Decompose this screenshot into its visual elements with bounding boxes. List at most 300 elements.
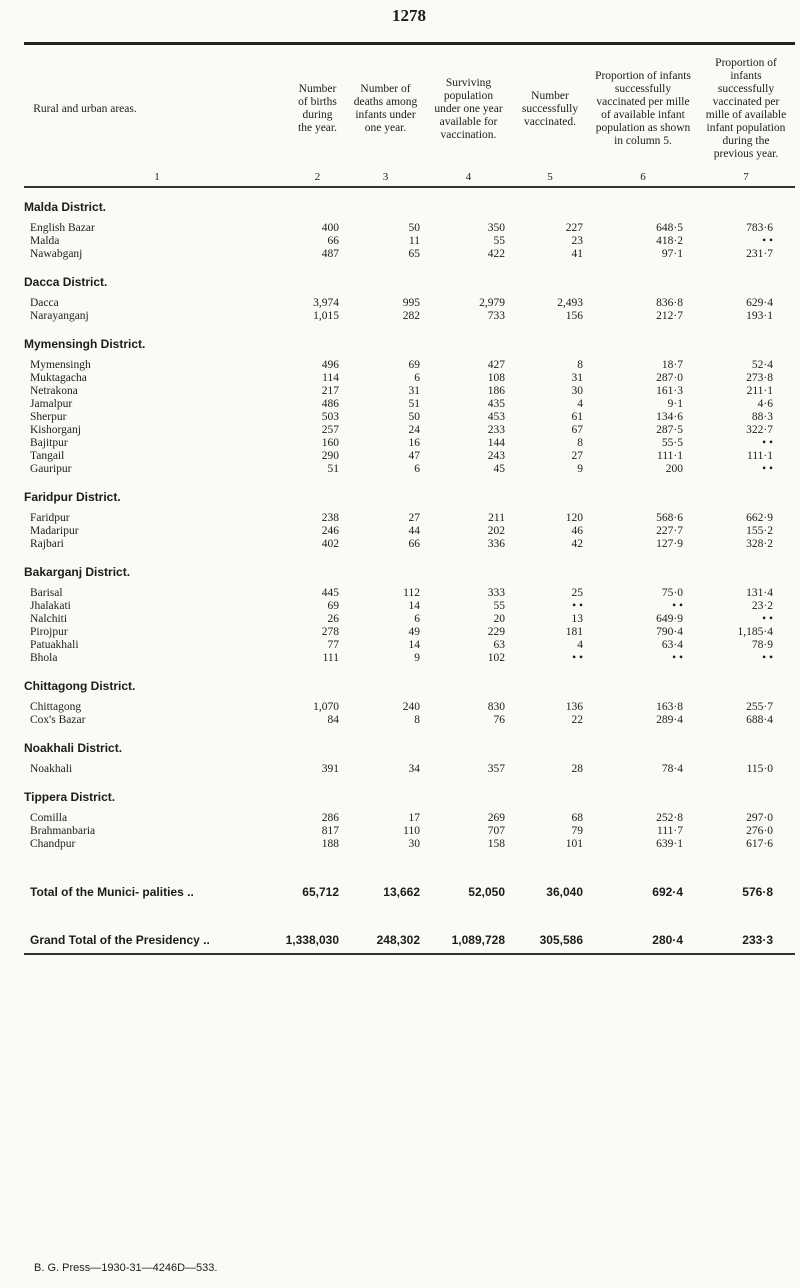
area-label: Jamalpur	[30, 398, 73, 410]
table-cell: 34	[408, 763, 420, 775]
area-label: Rajbari	[30, 538, 64, 550]
table-cell: 88·3	[751, 411, 773, 423]
area-label: Muktagacha	[30, 372, 87, 384]
table-cell: 136	[565, 701, 583, 713]
table-cell: 688·4	[746, 714, 773, 726]
area-label: Dacca	[30, 297, 59, 309]
table-cell: 186	[487, 385, 505, 397]
district-heading: Mymensingh District.	[24, 337, 146, 351]
table-cell: 418·2	[656, 235, 683, 247]
table-cell: 23·2	[751, 600, 773, 612]
table-cell: 110	[403, 825, 420, 837]
area-label: Netrakona	[30, 385, 78, 397]
table-cell: 51	[327, 463, 339, 475]
table-cell: 52·4	[751, 359, 773, 371]
area-label: Bajitpur	[30, 437, 68, 449]
table-cell: 77	[327, 639, 339, 651]
table-cell: 648·5	[656, 222, 683, 234]
table-cell: 290	[321, 450, 339, 462]
table-cell: • •	[762, 463, 773, 475]
table-cell: 76	[493, 714, 505, 726]
table-cell: 286	[321, 812, 339, 824]
table-cell: 131·4	[746, 587, 773, 599]
area-label: Bhola	[30, 652, 58, 664]
table-cell: 67	[571, 424, 583, 436]
table-cell: 101	[565, 838, 583, 850]
table-cell: 790·4	[656, 626, 683, 638]
area-label: Chandpur	[30, 838, 76, 850]
table-cell: 830	[487, 701, 505, 713]
table-row	[24, 714, 795, 727]
table-cell: 102	[487, 652, 505, 664]
area-label: Barisal	[30, 587, 63, 599]
table-cell: 42	[571, 538, 583, 550]
table-cell: 20	[493, 613, 505, 625]
table-cell: 111·1	[657, 450, 683, 462]
table-cell: 120	[565, 512, 583, 524]
column-number: 3	[382, 171, 389, 183]
area-label: Sherpur	[30, 411, 67, 423]
column-number: 5	[547, 171, 553, 183]
table-cell: 55·5	[661, 437, 683, 449]
table-row	[24, 222, 795, 235]
table-row	[24, 600, 795, 613]
table-cell: 163·8	[656, 701, 683, 713]
table-cell: 995	[402, 297, 420, 309]
area-name	[24, 235, 290, 248]
area-name	[24, 613, 290, 626]
district-heading: Tippera District.	[24, 790, 116, 804]
area-label: Madaripur	[30, 525, 79, 537]
table-cell: 134·6	[656, 411, 683, 423]
table-cell: 357	[487, 763, 505, 775]
table-cell: 50	[408, 222, 420, 234]
table-cell: 111·7	[657, 825, 683, 837]
table-cell: 61	[571, 411, 583, 423]
table-cell: 65	[408, 248, 420, 260]
total-cell: 52,050	[468, 885, 505, 899]
table-cell: 231·7	[746, 248, 773, 260]
table-row	[24, 385, 795, 398]
total-cell: 248,302	[376, 933, 420, 947]
table-cell: 30	[408, 838, 420, 850]
area-label: Brahmanbaria	[30, 825, 96, 837]
table-cell: 63	[493, 639, 505, 651]
table-row	[24, 701, 795, 714]
total-cell: 1,338,030	[285, 933, 339, 947]
district-heading: Malda District.	[24, 200, 107, 214]
area-name	[24, 812, 290, 825]
page-number: 1278	[392, 6, 426, 25]
table-cell: • •	[762, 235, 773, 247]
table-cell: 487	[321, 248, 339, 260]
table-row	[24, 812, 795, 825]
table-cell: 278	[321, 626, 339, 638]
column-number: 7	[743, 171, 749, 183]
table-cell: 255·7	[746, 701, 773, 713]
table-cell: 158	[487, 838, 505, 850]
table-cell: 14	[408, 639, 420, 651]
table-cell: 202	[487, 525, 505, 537]
table-cell: 9·1	[667, 398, 683, 410]
table-cell: 2,493	[557, 297, 583, 309]
area-label: Nalchiti	[30, 613, 68, 625]
table-cell: 115·0	[746, 763, 773, 775]
table-cell: • •	[762, 652, 773, 664]
table-cell: 707	[487, 825, 505, 837]
table-cell: 400	[321, 222, 339, 234]
table-cell: 391	[321, 763, 339, 775]
table-cell: 11	[408, 235, 420, 247]
area-name	[24, 652, 290, 665]
table-cell: 227	[565, 222, 583, 234]
table-cell: 733	[487, 310, 505, 322]
table-row	[24, 411, 795, 424]
table-cell: 238	[321, 512, 339, 524]
area-name	[24, 310, 290, 323]
area-label: Pirojpur	[30, 626, 68, 638]
table-cell: 2,979	[479, 297, 505, 309]
column-header: Proportion of infants successfully vaccinated per mille of available infant population during the previous year.	[705, 57, 787, 160]
table-row	[24, 613, 795, 626]
table-cell: 246	[321, 525, 339, 537]
area-label: Faridpur	[30, 512, 70, 524]
table-cell: 49	[408, 626, 420, 638]
area-label: Jhalakati	[30, 600, 71, 612]
column-number: 6	[640, 171, 646, 183]
table-cell: 297·0	[746, 812, 773, 824]
column-header: Rural and urban areas.	[33, 102, 137, 115]
table-cell: 8	[414, 714, 420, 726]
table-cell: 18·7	[661, 359, 683, 371]
table-cell: 287·5	[656, 424, 683, 436]
table-cell: 111·1	[747, 450, 773, 462]
total-cell: 1,089,728	[451, 933, 505, 947]
table-cell: 662·9	[746, 512, 773, 524]
table-cell: 269	[487, 812, 505, 824]
table-cell: 14	[408, 600, 420, 612]
table-cell: 79	[571, 825, 583, 837]
table-cell: 69	[327, 600, 339, 612]
total-label: Grand Total of the Presidency ..	[30, 933, 210, 947]
table-row	[24, 372, 795, 385]
table-cell: 9	[414, 652, 420, 664]
table-row	[24, 639, 795, 652]
area-name	[24, 248, 290, 261]
area-name	[24, 372, 290, 385]
area-label: Malda	[30, 235, 60, 247]
area-label: Patuakhali	[30, 639, 79, 651]
table-cell: 422	[487, 248, 505, 260]
table-cell: 322·7	[746, 424, 773, 436]
area-name	[24, 763, 290, 776]
table-cell: 30	[571, 385, 583, 397]
column-header: Number successfully vaccinated.	[521, 89, 579, 128]
table-cell: 211	[488, 512, 505, 524]
table-cell: 27	[571, 450, 583, 462]
table-row	[24, 838, 795, 851]
table-cell: 75·0	[661, 587, 683, 599]
total-cell: 65,712	[302, 885, 339, 899]
table-cell: 51	[408, 398, 420, 410]
total-cell: 692·4	[652, 885, 683, 899]
area-name	[24, 398, 290, 411]
total-label: Total of the Munici- palities ..	[30, 885, 194, 899]
table-cell: 6	[414, 372, 420, 384]
table-cell: 78·4	[661, 763, 683, 775]
table-row	[24, 297, 795, 310]
district-heading: Bakarganj District.	[24, 565, 131, 579]
column-number: 4	[465, 171, 472, 183]
table-cell: 193·1	[746, 310, 773, 322]
table-cell: 211·1	[746, 385, 773, 397]
table-cell: 31	[408, 385, 420, 397]
table-cell: • •	[672, 652, 683, 664]
table-cell: 55	[493, 600, 505, 612]
area-name	[24, 450, 290, 463]
table-cell: • •	[572, 600, 583, 612]
area-label: Gauripur	[30, 463, 72, 475]
table-row	[24, 437, 795, 450]
column-header: Surviving population under one year available for vaccination.	[434, 76, 503, 141]
table-header	[24, 48, 795, 170]
district-heading: Chittagong District.	[24, 679, 136, 693]
table-cell: 328·2	[746, 538, 773, 550]
table-cell: 114	[322, 372, 339, 384]
table-cell: 50	[408, 411, 420, 423]
table-cell: 282	[402, 310, 420, 322]
table-cell: 229	[487, 626, 505, 638]
area-name	[24, 525, 290, 538]
table-cell: 111	[322, 652, 339, 664]
table-cell: 217	[321, 385, 339, 397]
table-row	[24, 398, 795, 411]
table-cell: 66	[327, 235, 339, 247]
area-label: Narayanganj	[30, 310, 89, 322]
area-name	[24, 838, 290, 851]
table-cell: 227·7	[656, 525, 683, 537]
table-cell: 243	[487, 450, 505, 462]
table-cell: 55	[493, 235, 505, 247]
table-cell: 22	[571, 714, 583, 726]
table-cell: 63·4	[661, 639, 683, 651]
area-name	[24, 626, 290, 639]
table-cell: 161·3	[656, 385, 683, 397]
table-cell: 24	[408, 424, 420, 436]
printer-imprint: B. G. Press—1930-31—4246D—533.	[34, 1262, 218, 1274]
table-cell: 108	[487, 372, 505, 384]
table-cell: 127·9	[656, 538, 683, 550]
area-name	[24, 512, 290, 525]
area-name	[24, 297, 290, 310]
table-cell: 44	[408, 525, 420, 537]
table-row	[24, 235, 795, 248]
table-cell: 68	[571, 812, 583, 824]
column-header: Number of births during the year.	[298, 83, 337, 134]
table-cell: 97·1	[661, 248, 683, 260]
table-cell: 156	[565, 310, 583, 322]
table-cell: 4	[577, 398, 583, 410]
column-header: Proportion of infants successfully vaccinated per mille of available infant population as shown in column 5.	[595, 70, 691, 147]
total-row	[24, 869, 795, 899]
table-cell: 28	[571, 763, 583, 775]
table-row	[24, 587, 795, 600]
table-row	[24, 310, 795, 323]
district-heading: Dacca District.	[24, 275, 108, 289]
table-cell: 212·7	[656, 310, 683, 322]
area-label: Nawabganj	[30, 248, 83, 260]
table-cell: 783·6	[746, 222, 773, 234]
bottom-rule	[24, 953, 795, 955]
area-label: Mymensingh	[30, 359, 91, 371]
area-name	[24, 385, 290, 398]
total-cell: 280·4	[652, 933, 683, 947]
table-cell: 1,070	[313, 701, 339, 713]
table-cell: • •	[672, 600, 683, 612]
table-cell: 13	[571, 613, 583, 625]
table-cell: 435	[487, 398, 505, 410]
table-cell: 503	[321, 411, 339, 423]
area-label: Tangail	[30, 450, 65, 462]
table-cell: 350	[487, 222, 505, 234]
area-label: Noakhali	[30, 763, 73, 775]
total-row	[24, 917, 795, 947]
table-cell: 160	[321, 437, 339, 449]
table-cell: 287·0	[656, 372, 683, 384]
table-cell: 486	[321, 398, 339, 410]
area-name	[24, 359, 290, 372]
table-row	[24, 538, 795, 551]
table-cell: 144	[487, 437, 505, 449]
table-cell: 27	[408, 512, 420, 524]
table-cell: 155·2	[746, 525, 773, 537]
table-cell: 47	[408, 450, 420, 462]
table-cell: 4	[577, 639, 583, 651]
table-cell: 402	[321, 538, 339, 550]
table-cell: 649·9	[656, 613, 683, 625]
table-cell: 496	[321, 359, 339, 371]
table-totals	[24, 869, 795, 947]
column-header: Number of deaths among infants under one year.	[353, 83, 418, 134]
total-cell: 13,662	[383, 885, 420, 899]
table-cell: 16	[408, 437, 420, 449]
table-cell: 78·9	[751, 639, 773, 651]
table-cell: 1,185·4	[737, 626, 773, 638]
area-name	[24, 825, 290, 838]
total-cell: 36,040	[546, 885, 583, 899]
table-cell: 817	[321, 825, 339, 837]
table-cell: 23	[571, 235, 583, 247]
table-row	[24, 763, 795, 776]
table-cell: 445	[321, 587, 339, 599]
table-cell: 427	[487, 359, 505, 371]
table-cell: 41	[571, 248, 583, 260]
table-cell: 233	[487, 424, 505, 436]
area-name	[24, 463, 290, 476]
table-cell: 639·1	[656, 838, 683, 850]
table-cell: 17	[408, 812, 420, 824]
total-cell: 233·3	[742, 933, 773, 947]
table-row	[24, 359, 795, 372]
area-name	[24, 424, 290, 437]
total-cell: 305,586	[539, 933, 583, 947]
table-cell: 6	[414, 613, 420, 625]
area-label: English Bazar	[30, 222, 95, 234]
table-cell: 333	[487, 587, 505, 599]
area-name	[24, 538, 290, 551]
table-cell: 112	[403, 587, 420, 599]
table-body	[24, 200, 795, 851]
total-cell: 576·8	[742, 885, 773, 899]
table-cell: 4·6	[757, 398, 773, 410]
table-cell: 3,974	[313, 297, 339, 309]
table-cell: 181	[565, 626, 583, 638]
area-label: Cox's Bazar	[30, 714, 86, 726]
table-cell: 69	[408, 359, 420, 371]
table-cell: 188	[321, 838, 339, 850]
table-cell: 9	[577, 463, 583, 475]
table-cell: 568·6	[656, 512, 683, 524]
column-number: 2	[314, 171, 321, 183]
table-cell: 453	[487, 411, 505, 423]
table-cell: 257	[321, 424, 339, 436]
area-name	[24, 437, 290, 450]
table-cell: 26	[327, 613, 339, 625]
area-name	[24, 701, 290, 714]
table-cell: 66	[408, 538, 420, 550]
table-cell: 240	[402, 701, 420, 713]
table-cell: 617·6	[746, 838, 773, 850]
table-row	[24, 512, 795, 525]
column-number: 1	[154, 171, 160, 183]
area-label: Comilla	[30, 812, 68, 824]
table-cell: 252·8	[656, 812, 683, 824]
table-cell: 273·8	[746, 372, 773, 384]
top-rule	[24, 42, 795, 45]
area-name	[24, 600, 290, 613]
header-rule	[24, 186, 795, 188]
vaccination-table	[24, 48, 795, 955]
area-label: Chittagong	[30, 701, 82, 713]
table-cell: 1,015	[313, 310, 339, 322]
table-cell: 8	[577, 437, 583, 449]
table-cell: 6	[414, 463, 420, 475]
table-cell: 84	[327, 714, 339, 726]
table-cell: • •	[762, 437, 773, 449]
table-cell: 336	[487, 538, 505, 550]
area-name	[24, 587, 290, 600]
area-label: Kishorganj	[30, 424, 81, 436]
district-heading: Noakhali District.	[24, 741, 123, 755]
table-cell: 200	[665, 463, 683, 475]
table-row	[24, 825, 795, 838]
table-row	[24, 626, 795, 639]
table-cell: 31	[571, 372, 583, 384]
area-name	[24, 222, 290, 235]
table-cell: 629·4	[746, 297, 773, 309]
column-numbers	[24, 170, 795, 184]
table-cell: • •	[762, 613, 773, 625]
table-cell: 276·0	[746, 825, 773, 837]
area-name	[24, 714, 290, 727]
table-cell: 289·4	[656, 714, 683, 726]
table-cell: • •	[572, 652, 583, 664]
table-cell: 46	[571, 525, 583, 537]
table-cell: 25	[571, 587, 583, 599]
table-row	[24, 652, 795, 665]
area-name	[24, 411, 290, 424]
table-row	[24, 450, 795, 463]
